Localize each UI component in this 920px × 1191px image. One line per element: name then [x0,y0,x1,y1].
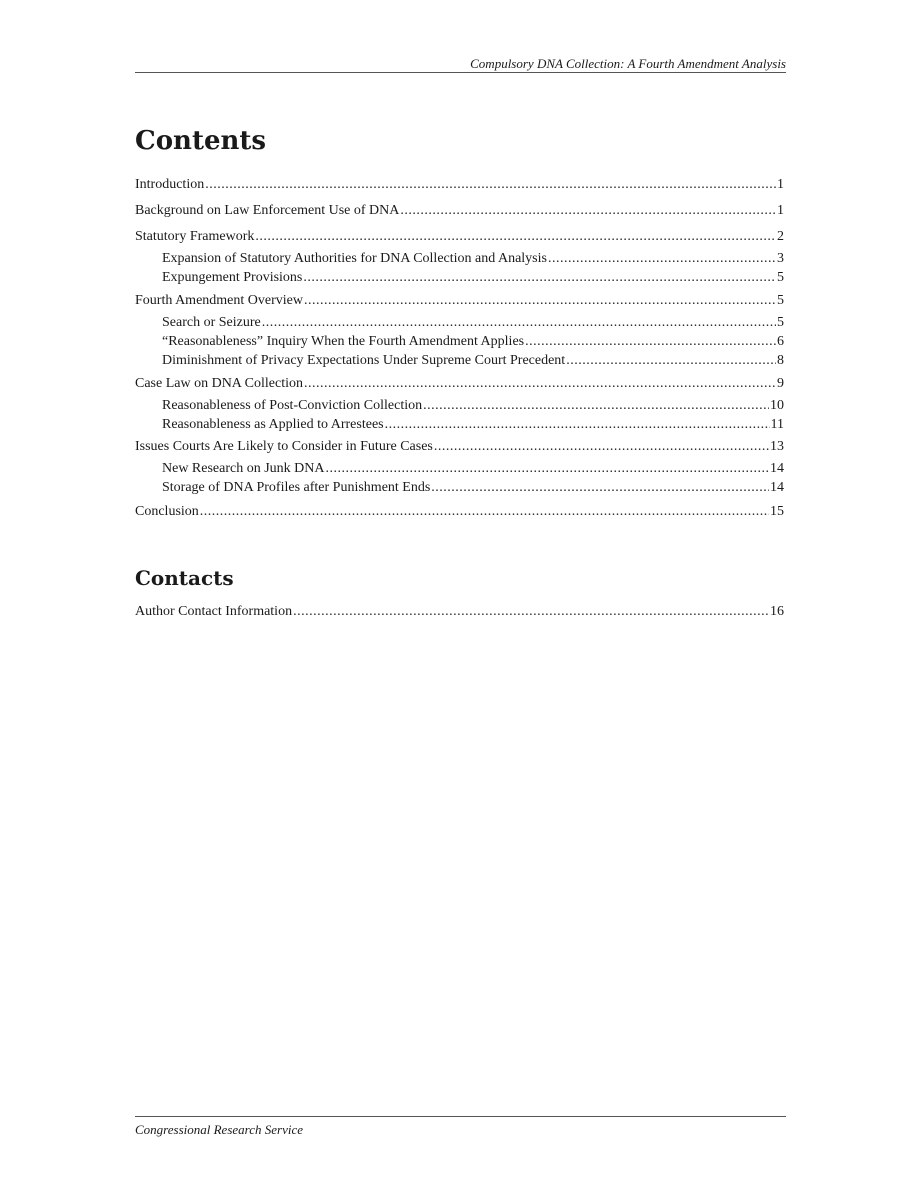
toc-entry-title: Search or Seizure [162,315,261,330]
toc-entry-page: 6 [777,334,784,349]
toc-entry-page: 1 [777,203,784,218]
toc-entry-page: 8 [777,353,784,368]
running-header: Compulsory DNA Collection: A Fourth Amendment Analysis [135,55,786,73]
toc-entry-page: 14 [770,461,784,476]
toc-entry-page: 10 [770,398,784,413]
toc-entry-title: Issues Courts Are Likely to Consider in Future Cases [135,439,433,454]
dot-leader [385,416,770,434]
dot-leader [326,460,769,478]
contacts-heading: Contacts [135,566,234,590]
toc-entry-page: 11 [770,417,784,432]
dot-leader [434,438,769,456]
toc-entry-title: Diminishment of Privacy Expectations Under Supreme Court Precedent [162,353,566,368]
toc-entry-background[interactable] [135,202,784,220]
toc-entry-issues-courts[interactable] [135,438,784,456]
toc-entry-page: 13 [770,439,784,454]
toc-entry-fourth-amendment[interactable] [135,292,784,310]
toc-entry-title: New Research on Junk DNA [162,461,325,476]
toc-entry-diminishment[interactable] [162,352,784,370]
toc-entry-title: Fourth Amendment Overview [135,293,303,308]
toc-entry-title: Author Contact Information [135,604,293,619]
dot-leader [423,397,769,415]
dot-leader [304,375,776,393]
toc-entry-page: 9 [777,376,784,391]
toc-entry-title: Statutory Framework [135,229,255,244]
toc-entry-conclusion[interactable] [135,503,784,521]
dot-leader [400,202,776,220]
dot-leader [200,503,769,521]
toc-entry-page: 5 [777,270,784,285]
dot-leader [548,250,776,268]
toc-entry-page: 5 [777,293,784,308]
dot-leader [525,333,776,351]
toc-entry-page: 15 [770,504,784,519]
dot-leader [431,479,769,497]
dot-leader [262,314,776,332]
toc-entry-title: Storage of DNA Profiles after Punishment Ends [162,480,431,495]
dot-leader [566,352,776,370]
toc-entry-junk-dna[interactable] [162,460,784,478]
dot-leader [205,176,776,194]
toc-entry-title: Conclusion [135,504,199,519]
toc-entry-title: “Reasonableness” Inquiry When the Fourth Amendment Applies [162,334,525,349]
toc-entry-title: Expansion of Statutory Authorities for DNA Collection and Analysis [162,251,547,266]
toc-entry-page: 16 [770,604,784,619]
dot-leader [255,228,776,246]
toc-entry-title: Reasonableness as Applied to Arrestees [162,417,384,432]
dot-leader [303,269,776,287]
toc-entry-expansion[interactable] [162,250,784,268]
toc-entry-search-seizure[interactable] [162,314,784,332]
toc-entry-arrestees[interactable] [162,416,784,434]
toc-entry-page: 14 [770,480,784,495]
toc-entry-post-conviction[interactable] [162,397,784,415]
contents-heading: Contents [135,126,267,156]
running-footer: Congressional Research Service [135,1116,786,1138]
toc-entry-author-contact[interactable] [135,603,784,621]
toc-entry-reasonableness-inquiry[interactable] [162,333,784,351]
toc-entry-expungement[interactable] [162,269,784,287]
toc-entry-statutory-framework[interactable] [135,228,784,246]
toc-entry-page: 1 [777,177,784,192]
toc-entry-case-law[interactable] [135,375,784,393]
toc-entry-storage[interactable] [162,479,784,497]
dot-leader [304,292,776,310]
toc-entry-title: Case Law on DNA Collection [135,376,303,391]
toc-entry-title: Reasonableness of Post-Conviction Collection [162,398,423,413]
toc-entry-title: Background on Law Enforcement Use of DNA [135,203,400,218]
toc-entry-page: 2 [777,229,784,244]
toc-entry-page: 3 [777,251,784,266]
toc-entry-introduction[interactable] [135,176,784,194]
toc-entry-title: Introduction [135,177,205,192]
dot-leader [293,603,769,621]
toc-entry-page: 5 [777,315,784,330]
toc-entry-title: Expungement Provisions [162,270,303,285]
